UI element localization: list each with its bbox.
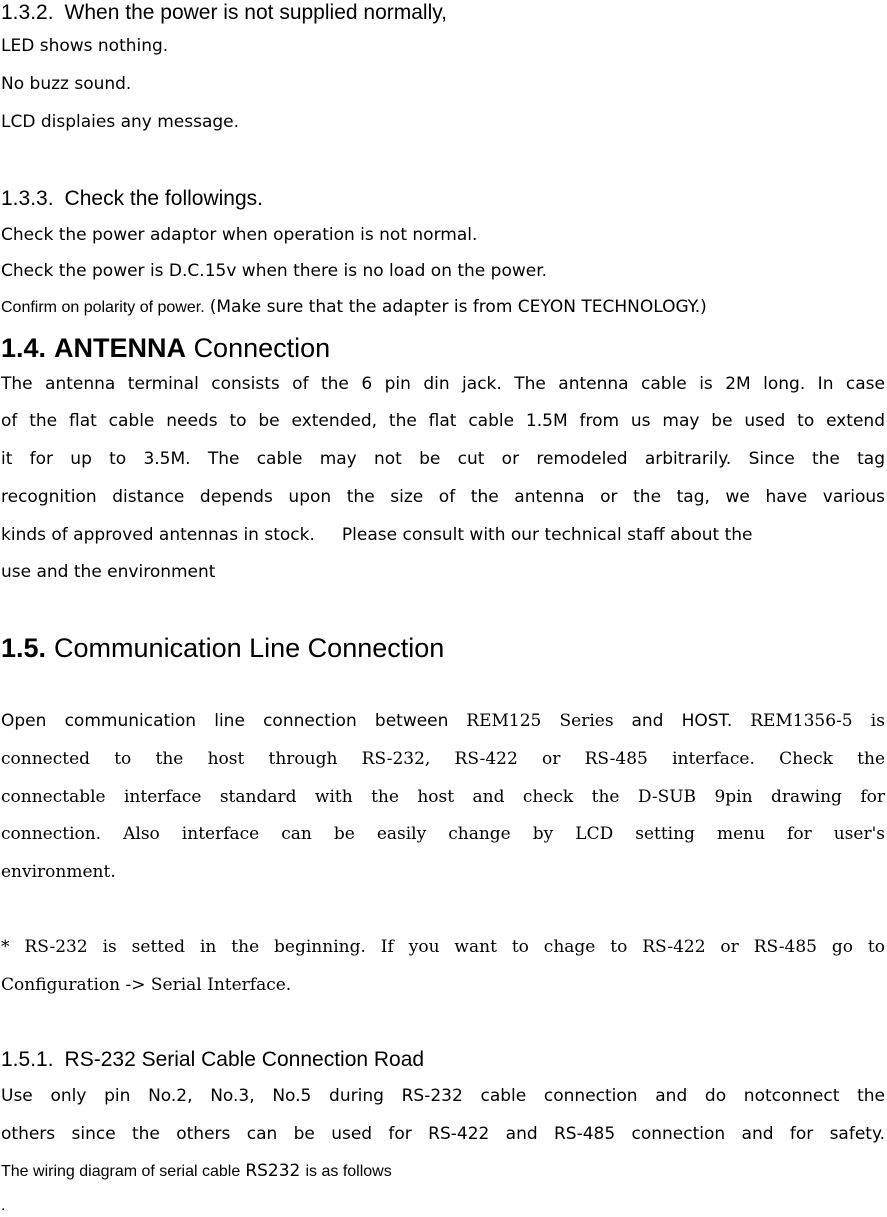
section-1-3-3-heading xyxy=(1,188,263,209)
cable-type: RS232 xyxy=(245,1161,301,1181)
model-name: REM1356-5 is xyxy=(750,711,885,731)
section-number: 1.3.2. xyxy=(1,1,54,24)
polarity-text: Confirm on polarity of power. xyxy=(1,299,205,316)
section-1-5-heading xyxy=(1,635,444,662)
note-line: * RS-232 is setted in the beginning. If you want to chage to RS-422 or RS-485 go to xyxy=(1,937,885,957)
paragraph-line: The antenna terminal consists of the 6 pin din jack. The antenna cable is 2M long. In case xyxy=(1,374,885,394)
paragraph-line: others since the others can be used for RS-422 and RS-485 connection and for safety. xyxy=(1,1124,885,1144)
paragraph-line: LED shows nothing. xyxy=(1,36,169,56)
section-number: 1.5. xyxy=(1,633,47,663)
section-title: Check the followings. xyxy=(64,187,263,210)
paragraph-line: of the flat cable needs to be extended, the flat cable 1.5M from us may be used to extend xyxy=(1,411,885,431)
paragraph-line: connected to the host through RS-232, RS-422 or RS-485 interface. Check the xyxy=(1,749,885,769)
paragraph-line: Use only pin No.2, No.3, No.5 during RS-232 cable connection and do notconnect the xyxy=(1,1086,885,1106)
paragraph-line: it for up to 3.5M. The cable may not be cut or remodeled arbitrarily. Since the tag xyxy=(1,449,885,469)
section-title: RS-232 Serial Cable Connection Road xyxy=(64,1048,425,1071)
section-number: 1.5.1. xyxy=(1,1048,54,1071)
section-title: Connection xyxy=(193,333,331,363)
paragraph-line: connectable interface standard with the host and check the D-SUB 9pin drawing for xyxy=(1,787,885,807)
paragraph-line: connection. Also interface can be easily change by LCD setting menu for user's xyxy=(1,824,885,844)
text-run: and HOST. xyxy=(631,711,733,731)
section-number: 1.3.3. xyxy=(1,187,54,210)
text-run: Open communication line connection between xyxy=(1,711,449,731)
text-run: The wiring diagram of serial cable xyxy=(1,1163,241,1180)
paragraph-line: No buzz sound. xyxy=(1,74,132,94)
paragraph-line xyxy=(1,713,885,730)
section-number: 1.4. xyxy=(1,333,47,363)
wiring-line xyxy=(1,1163,392,1180)
section-title: Communication Line Connection xyxy=(54,633,445,663)
paragraph-line: environment. xyxy=(1,862,116,882)
trailing-dot: . xyxy=(1,1197,6,1214)
section-1-3-2-heading xyxy=(1,2,447,23)
paragraph-line: use and the environment xyxy=(1,562,216,582)
section-title: When the power is not supplied normally, xyxy=(64,1,448,24)
section-1-4-heading xyxy=(1,335,330,362)
product-name: REM125 Series xyxy=(466,711,614,731)
paragraph-line: kinds of approved antennas in stock. Please consult with our technical staff about the xyxy=(1,525,753,545)
polarity-line xyxy=(1,299,707,316)
section-title-bold: ANTENNA xyxy=(54,333,187,363)
paragraph-line: LCD displaies any message. xyxy=(1,112,240,132)
adapter-note: (Make sure that the adapter is from CEYON TECHNOLOGY.) xyxy=(209,297,707,317)
note-line: Configuration -> Serial Interface. xyxy=(1,975,292,995)
paragraph-line: recognition distance depends upon the size of the antenna or the tag, we have various xyxy=(1,487,885,507)
section-1-5-1-heading xyxy=(1,1049,424,1070)
text-run: is as follows xyxy=(305,1163,392,1180)
paragraph-line: Check the power adaptor when operation is not normal. xyxy=(1,225,478,245)
paragraph-line: Check the power is D.C.15v when there is no load on the power. xyxy=(1,261,548,281)
